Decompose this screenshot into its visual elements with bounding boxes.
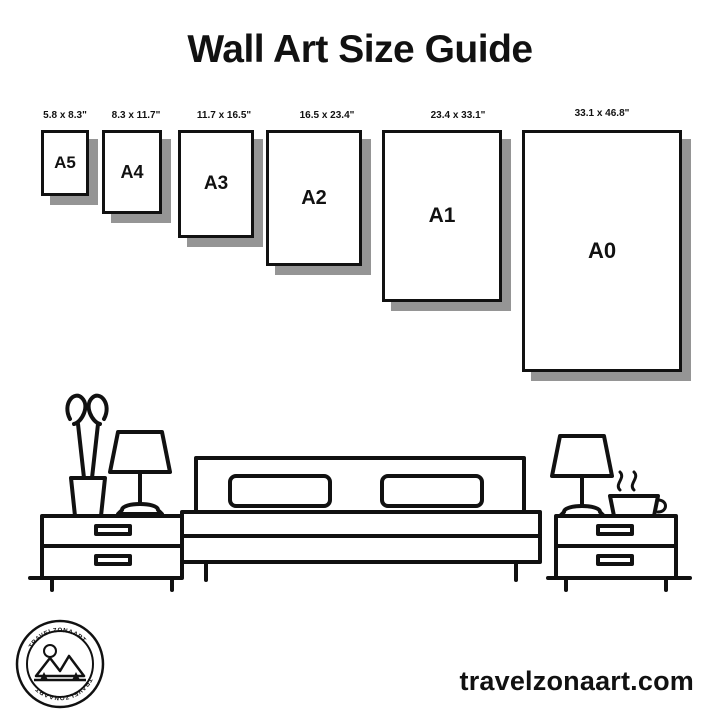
frame-a0[interactable] bbox=[520, 106, 720, 391]
frame-a2-box[interactable] bbox=[266, 130, 362, 266]
frame-a3-size-label: 11.7 x 16.5" bbox=[196, 110, 252, 121]
frame-a3[interactable] bbox=[172, 110, 276, 255]
left-nightstand bbox=[42, 516, 182, 590]
frame-a3-box[interactable] bbox=[178, 130, 254, 238]
frame-a3-name: A3 bbox=[203, 173, 229, 194]
frame-a4-size-label: 8.3 x 11.7" bbox=[111, 110, 161, 121]
frame-a5-size-label: 5.8 x 8.3" bbox=[43, 110, 87, 121]
right-nightstand bbox=[556, 516, 676, 590]
frame-a0-size-label: 33.1 x 46.8" bbox=[574, 108, 630, 119]
frame-a2[interactable] bbox=[262, 110, 392, 290]
logo-text-top: TRAVELZONAART bbox=[27, 626, 88, 650]
frame-a1-size-label: 23.4 x 33.1" bbox=[430, 110, 486, 121]
frame-a5-name: A5 bbox=[54, 153, 76, 172]
bed bbox=[182, 458, 540, 580]
footer bbox=[0, 608, 720, 720]
frame-a1[interactable] bbox=[378, 108, 538, 328]
frame-a5-box[interactable] bbox=[41, 130, 89, 196]
coffee-cup bbox=[610, 472, 666, 516]
frame-a0-name: A0 bbox=[587, 238, 617, 263]
frame-a4[interactable] bbox=[96, 110, 176, 220]
website-url[interactable]: travelzonaart.com bbox=[459, 666, 694, 696]
logo-text-bottom: TRAVELZONAART bbox=[34, 676, 94, 702]
frame-a2-size-label: 16.5 x 23.4" bbox=[299, 110, 355, 121]
mountain-moon-badge-icon bbox=[14, 618, 106, 710]
vase-with-flowers bbox=[67, 396, 106, 516]
page-title: Wall Art Size Guide bbox=[187, 28, 533, 71]
frame-a0-box[interactable] bbox=[522, 130, 682, 372]
frame-a4-box[interactable] bbox=[102, 130, 162, 214]
right-table-lamp bbox=[552, 436, 612, 516]
left-table-lamp bbox=[110, 432, 170, 514]
frame-a2-name: A2 bbox=[301, 186, 327, 209]
brand-logo[interactable] bbox=[14, 618, 106, 710]
bedroom-illustration bbox=[0, 380, 720, 610]
frame-a4-name: A4 bbox=[120, 161, 144, 182]
frame-a5[interactable] bbox=[36, 110, 94, 190]
frame-a1-name: A1 bbox=[428, 204, 456, 227]
frame-a1-box[interactable] bbox=[382, 130, 502, 302]
bedroom-scene bbox=[0, 380, 720, 610]
